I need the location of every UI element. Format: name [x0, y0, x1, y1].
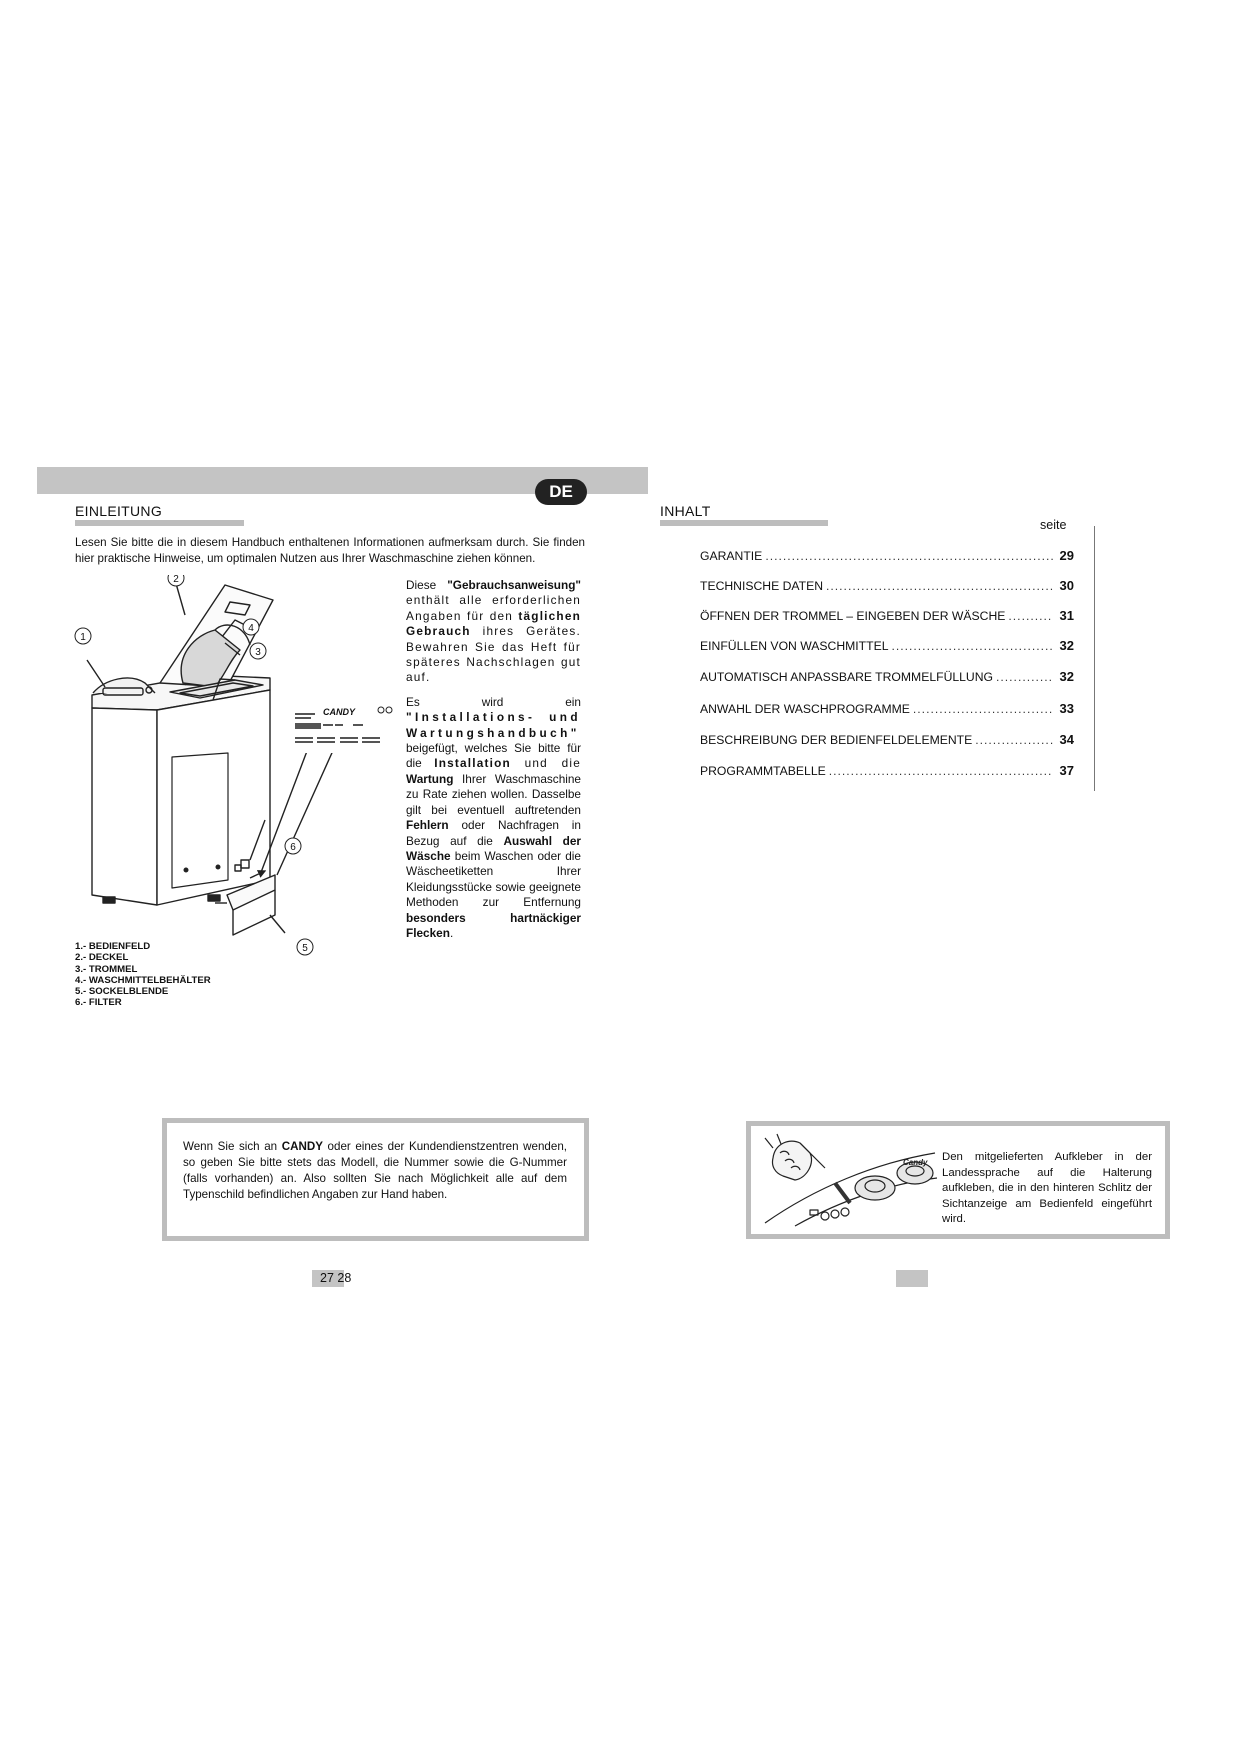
- toc-entry[interactable]: PROGRAMMTABELLE ..... 37: [700, 763, 1074, 783]
- callout-4: [243, 619, 259, 635]
- toc-entry[interactable]: GARANTIE ..... 29: [700, 548, 1074, 568]
- washing-machine-illustration: [65, 575, 405, 965]
- legend-item: 5.- SOCKELBLENDE: [75, 986, 169, 998]
- page-column-label: seite: [1040, 518, 1067, 532]
- manual-paragraph: Diese "Gebrauchsanweisung" enthält alle erforderlichen Angaben für den täglichen Gebrauch ihres Gerätes. Bewahren Sie das Heft für späteres Nachschlagen gut auf.: [406, 578, 581, 685]
- title-underline: [660, 520, 828, 526]
- candy-contact-notice: Wenn Sie sich an CANDY oder eines der Kundendienstzentren wenden, so geben Sie bitte stets das Modell, die Nummer sowie die G-Nummer (falls vorhanden) an. Also sollten Sie nach Möglichkeit alle auf dem Typenschild befindlichen Angaben zur Hand haben.: [162, 1118, 589, 1241]
- legend-item: 2.- DECKEL: [75, 952, 129, 964]
- parts-legend: [75, 941, 211, 1009]
- section-title-einleitung: EINLEITUNG: [75, 503, 163, 519]
- toc-entry[interactable]: TECHNISCHE DATEN ..... 30: [700, 578, 1074, 598]
- legend-item: 6.- FILTER: [75, 997, 122, 1009]
- svg-text:4: 4: [248, 623, 254, 634]
- legend-item: 1.- BEDIENFELD: [75, 941, 151, 952]
- svg-text:5: 5: [302, 943, 308, 954]
- intro-paragraph: Lesen Sie bitte die in diesem Handbuch enthaltenen Informationen aufmerksam durch. Sie finden hier praktische Hinweise, um optimalen Nutzen aus Ihrer Waschmaschine ziehen können.: [75, 536, 585, 565]
- callout-2: [168, 575, 184, 586]
- toc-entry[interactable]: EINFÜLLEN VON WASCHMITTEL ..... 32: [700, 638, 1074, 658]
- sticker-instructions: Den mitgelieferten Aufkleber in der Landessprache auf die Halterung aufkleben, die in den hinteren Schlitz der Sichtanzeige am Bedienfeld eingeführt wird.: [942, 1151, 1152, 1225]
- callout-5: [297, 939, 313, 955]
- sticker-notice: [746, 1121, 1170, 1239]
- svg-text:CANDY: CANDY: [323, 707, 356, 717]
- control-panel-illustration: [755, 1128, 940, 1228]
- svg-text:2: 2: [173, 575, 179, 585]
- legend-item: 4.- WASCHMITTELBEHÄLTER: [75, 974, 211, 986]
- callout-3: [250, 643, 266, 659]
- page-number-box-right: [896, 1270, 928, 1287]
- svg-text:3: 3: [255, 647, 261, 658]
- title-underline: [75, 520, 244, 526]
- toc-entry[interactable]: AUTOMATISCH ANPASSBARE TROMMELFÜLLUNG ..... 32: [700, 669, 1074, 689]
- svg-text:6: 6: [290, 842, 296, 853]
- legend-item: 3.- TROMMEL: [75, 963, 138, 975]
- language-badge: DE: [535, 479, 587, 505]
- callout-1: [75, 628, 91, 644]
- section-title-inhalt: INHALT: [660, 503, 711, 519]
- callout-6: [285, 838, 301, 854]
- toc-entry[interactable]: BESCHREIBUNG DER BEDIENFELDELEMENTE ..... 34: [700, 732, 1074, 752]
- toc-entry[interactable]: ÖFFNEN DER TROMMEL – EINGEBEN DER WÄSCHE ..... 31: [700, 608, 1074, 628]
- svg-text:1: 1: [80, 632, 86, 643]
- toc-entry[interactable]: ANWAHL DER WASCHPROGRAMME ..... 33: [700, 701, 1074, 721]
- installation-paragraph: Es wird ein "Installations- und Wartungshandbuch" beigefügt, welches Sie bitte für die Installation und die Wartung Ihrer Waschmaschine zu Rate ziehen wollen. Dasselbe gilt bei eventuell auftretenden Fehlern oder Nachfragen in Bezug auf die Auswahl der Wäsche beim Waschen oder die Wäscheetiketten Ihrer Kleidungsstücke sowie geeignete Methoden zur Entfernung besonders hartnäckiger Flecken.: [406, 694, 581, 940]
- page-number: 27 28: [320, 1271, 352, 1285]
- rating-plate: [293, 707, 398, 753]
- usage-text-column: [406, 578, 581, 950]
- toc-divider: [1094, 526, 1095, 791]
- svg-text:Candy: Candy: [903, 1158, 928, 1167]
